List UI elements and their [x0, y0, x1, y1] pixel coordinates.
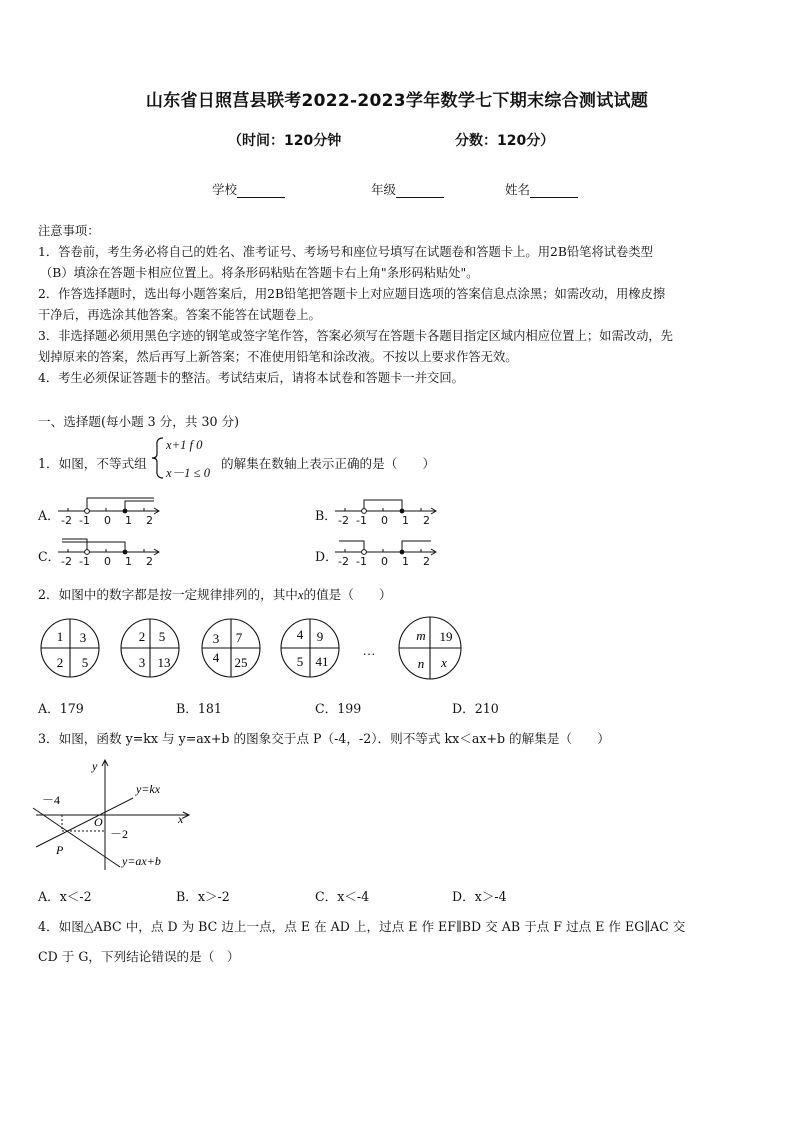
school-field: 学校	[212, 180, 285, 198]
y-axis-label: y	[92, 759, 98, 773]
c5-tl: m	[416, 628, 426, 643]
notice-line: 划掉原来的答案，然后再写上新答案；不准使用铅笔和涂改液。不按以上要求作答无效。	[38, 350, 518, 364]
q3-option-c[interactable]: C．x＜-4	[315, 889, 370, 904]
grade-field: 年级	[371, 180, 444, 198]
q1-prefix: 1．如图，不等式组	[38, 456, 147, 471]
x-axis-label: x	[178, 812, 184, 826]
q3-option-a[interactable]: A．x＜-2	[38, 889, 92, 904]
c5-tr: 19	[439, 629, 453, 644]
c2-tr: 5	[158, 629, 166, 644]
c3-tl: 3	[212, 631, 220, 646]
c4-bl: 5	[296, 654, 304, 669]
q2-option-d[interactable]: D．210	[452, 701, 499, 716]
line-kx-label: y=kx	[136, 782, 161, 796]
ellipsis: …	[362, 643, 376, 658]
q2-option-a[interactable]: A．179	[38, 701, 84, 716]
c2-br: 13	[157, 655, 171, 670]
c1-br: 5	[81, 655, 89, 670]
notice-line: 3．非选择题必须用黑色字迹的钢笔或签字笔作答，答案必须写在答题卡各题目指定区域内相应位置上；如需改动，先	[38, 329, 673, 343]
c1-bl: 2	[56, 655, 64, 670]
c4-tl: 4	[296, 627, 304, 642]
q4-line-2: CD 于 G，下列结论错误的是（ ）	[38, 949, 240, 964]
q4-line-1: 4．如图△ABC 中，点 D 为 BC 边上一点，点 E 在 AD 上，过点 E 作 EF∥BD 交 AB 于点 F 过点 E 作 EG∥AC 交	[38, 919, 686, 934]
c1-tl: 1	[56, 629, 64, 644]
notice-block	[38, 221, 673, 389]
q3-question: 3．如图，函数 y=kx 与 y=ax+b 的图象交于点 P（-4，-2）．则不等式 kx＜ax+b 的解集是（ ）	[38, 731, 610, 746]
q3-option-b[interactable]: B．x＞-2	[176, 889, 230, 904]
section-heading: 一、选择题(每小题 3 分，共 30 分)	[38, 414, 240, 429]
c3-bl: 4	[212, 650, 220, 665]
q1-option-b[interactable]: B．	[315, 508, 337, 523]
notice-line: 干净后，再选涂其他答案。答案不能答在试题卷上。	[38, 308, 321, 322]
notice-line: （B）填涂在答题卡相应位置上。将条形码粘贴在答题卡右上角"条形码粘贴处"。	[40, 266, 479, 280]
y-neg2-label: －2	[110, 827, 129, 841]
q2-option-c[interactable]: C．199	[315, 701, 362, 716]
point-p-label: P	[56, 843, 64, 857]
c4-br: 41	[315, 654, 329, 669]
c5-br: x	[441, 655, 447, 670]
notice-heading: 注意事项：	[38, 224, 100, 238]
q3-graph	[28, 755, 208, 875]
notice-line: 2．作答选择题时，选出每小题答案后，用2B铅笔把答题卡上对应题目选项的答案信息点涂黑；如需改动，用橡皮擦	[38, 287, 666, 301]
c5-bl: n	[417, 656, 425, 671]
q1-ineq-2: x－1 ≤ 0	[166, 466, 210, 480]
c3-br: 25	[234, 655, 248, 670]
q1-ineq-1: x+1 f 0	[166, 438, 203, 452]
q1-option-c[interactable]: C．	[38, 549, 61, 564]
c2-bl: 3	[138, 655, 146, 670]
page-title: 山东省日照莒县联考2022-2023学年数学七下期末综合测试试题	[145, 91, 649, 111]
x-neg4-label: －4	[42, 793, 61, 807]
score-label: 分数：120分）	[455, 133, 555, 149]
q1-a-ticks: -2 -1 0 1 2	[61, 514, 153, 527]
q1-option-d[interactable]: D．	[315, 549, 338, 564]
c2-tl: 2	[138, 629, 146, 644]
q1-b-ticks: -2 -1 0 1 2	[338, 514, 430, 527]
q3-option-d[interactable]: D．x＞-4	[452, 889, 507, 904]
line-axb-label: y=ax+b	[122, 854, 161, 868]
q1-option-a[interactable]: A．	[38, 508, 60, 523]
q2-option-b[interactable]: B．181	[176, 701, 222, 716]
notice-line: 1．答卷前，考生务必将自己的姓名、准考证号、考场号和座位号填写在试题卷和答题卡上。用2B铅笔将试卷类型	[38, 245, 653, 259]
q1-suffix: 的解集在数轴上表示正确的是（ ）	[221, 456, 436, 471]
c4-tr: 9	[316, 629, 324, 644]
origin-label: O	[94, 815, 103, 829]
q1-d-ticks: -2 -1 0 1 2	[338, 555, 430, 568]
name-field: 姓名	[505, 180, 578, 198]
c1-tr: 3	[79, 630, 87, 645]
q2-question: 2．如图中的数字都是按一定规律排列的，其中x的值是（ ）	[38, 587, 392, 602]
brace-icon	[150, 436, 166, 480]
q1-c-ticks: -2 -1 0 1 2	[61, 555, 153, 568]
time-label: （时间：120分钟	[228, 133, 342, 149]
c3-tr: 7	[235, 630, 243, 645]
q2-circles-figure	[38, 615, 468, 683]
notice-line: 4．考生必须保证答题卡的整洁。考试结束后，请将本试卷和答题卡一并交回。	[38, 371, 464, 385]
